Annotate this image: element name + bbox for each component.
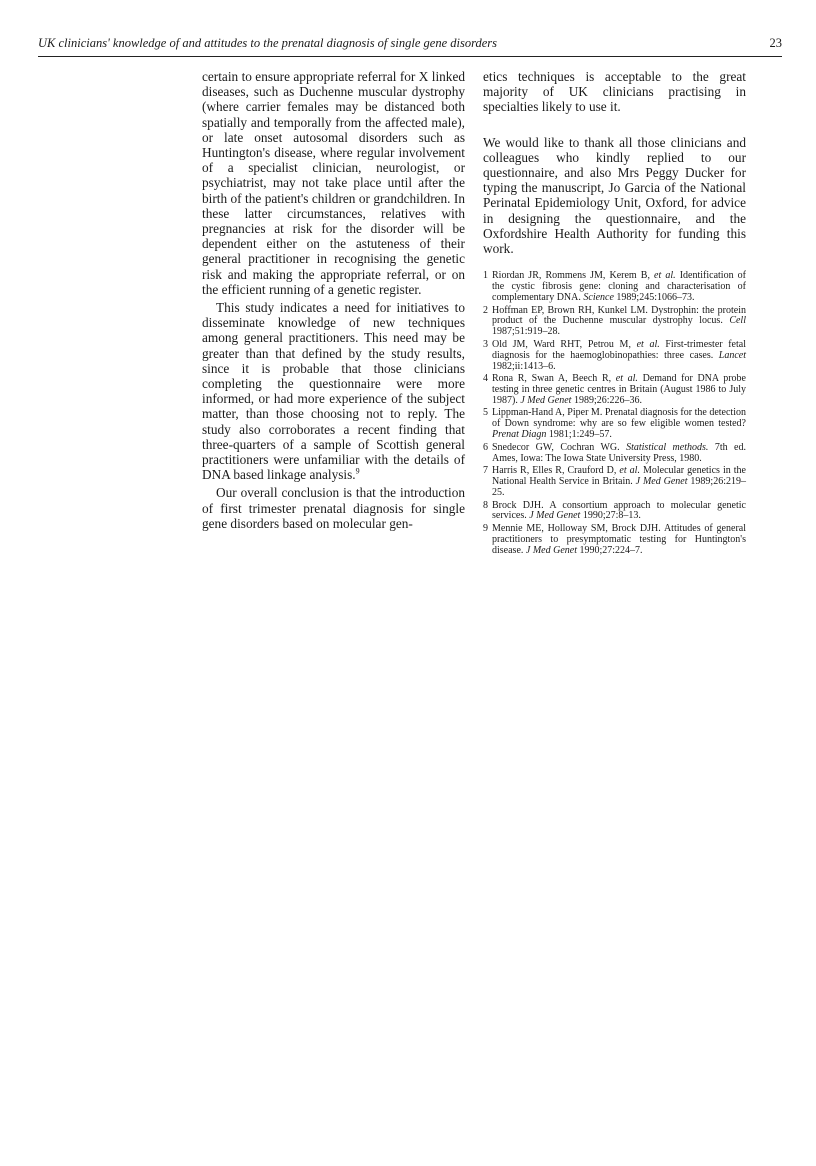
reference-italic: et al.	[615, 373, 638, 385]
reference-item	[483, 443, 746, 465]
reference-text: Harris R, Elles R, Crauford D,	[492, 465, 620, 477]
reference-list	[483, 271, 746, 556]
reference-text: 1982;ii:1413–6.	[492, 360, 556, 372]
reference-number: 3	[483, 338, 488, 350]
reference-text: Lippman-Hand A, Piper M. Prenatal diagnosis for the detection of Down syndrome: why are so few eligible women tested?	[492, 407, 746, 430]
reference-number: 2	[483, 304, 488, 316]
right-column	[483, 69, 746, 558]
reference-text: 1989;245:1066–73.	[613, 292, 695, 304]
reference-italic: Statistical methods.	[626, 441, 709, 453]
reference-text: Mennie ME, Holloway SM, Brock DJH. Attitudes of general practitioners to presymptomatic testing for Huntington's disease.	[492, 522, 746, 556]
reference-number: 6	[483, 441, 488, 453]
body-paragraph: etics techniques is acceptable to the great majority of UK clinicians practising in specialties likely to use it.	[483, 69, 746, 115]
left-column	[202, 69, 465, 531]
reference-number: 7	[483, 465, 488, 477]
reference-item	[483, 524, 746, 557]
citation-superscript: 9	[355, 466, 360, 476]
reference-italic: Lancet	[718, 349, 746, 361]
reference-italic: J Med Genet	[529, 510, 581, 522]
body-paragraph	[202, 300, 465, 482]
reference-number: 8	[483, 499, 488, 511]
reference-text: Rona R, Swan A, Beech R,	[492, 373, 616, 385]
reference-text: 1989;26:226–36.	[571, 394, 642, 406]
reference-text: Molecular genetics in the National Health Service in Britain.	[492, 465, 746, 488]
reference-italic: Cell	[729, 315, 746, 327]
page-header	[38, 34, 782, 57]
reference-text: Riordan JR, Rommens JM, Kerem B,	[492, 270, 655, 282]
reference-number: 1	[483, 270, 488, 282]
reference-text: Snedecor GW, Cochran WG.	[492, 441, 627, 453]
reference-text: Brock DJH. A consortium approach to molecular genetic services.	[492, 499, 746, 522]
body-paragraph: Our overall conclusion is that the introduction of first trimester prenatal diagnosis for single gene disorders based on molecular gen-	[202, 485, 465, 531]
reference-item	[483, 306, 746, 339]
page-number: 23	[769, 36, 782, 50]
reference-text: 1981;1:249–57.	[546, 429, 612, 441]
reference-text: 1989;26:219–25.	[492, 476, 746, 499]
reference-text: Old JM, Ward RHT, Petrou M,	[492, 338, 637, 350]
reference-italic: Science	[583, 292, 614, 304]
acknowledgement: We would like to thank all those clinicians and colleagues who kindly replied to our questionnaire, and also Mrs Peggy Ducker for typing the manuscript, Jo Garcia of the National Perinatal Epidemiology Unit, Oxford, for advice in designing the questionnaire, and the Oxfordshire Health Authority for funding this work.	[483, 134, 746, 257]
reference-number: 9	[483, 522, 488, 534]
reference-text: 1990;27:224–7.	[576, 544, 643, 556]
reference-item	[483, 271, 746, 304]
reference-text: Identification of the cystic fibrosis gene: cloning and characterisation of complementary DNA.	[492, 270, 746, 304]
reference-italic: Prenat Diagn	[492, 429, 547, 441]
reference-text: First-trimester fetal diagnosis for the haemoglobinopathies: three cases.	[492, 338, 746, 361]
running-title: UK clinicians' knowledge of and attitudes to the prenatal diagnosis of single gene disorders	[38, 36, 498, 50]
paragraph-text: This study indicates a need for initiatives to disseminate knowledge of new techniques among general practitioners. This need may be greater than that defined by the study results, since it is probable that those clinicians completing the questionnaire were more informed, or had more experience of the subject matter, than those choosing not to reply. The study also corroborates a recent finding that three-quarters of a sample of Scottish general practitioners were unfamiliar with the details of DNA based linkage analysis.	[202, 300, 465, 483]
body-paragraph: certain to ensure appropriate referral for X linked diseases, such as Duchenne muscular dystrophy (where carrier females may be distanced both spatially and temporally from the affected male), or late onset autosomal disorders such as Huntington's disease, where regular involvement of a specialist clinician, neurologist, or psychiatrist, may not take place until after the birth of the patient's children or grandchildren. In these latter circumstances, relatives with pregnancies at risk for the disorder will be dependent either on the astuteness of their general practitioner in recognising the genetic risk and making the appropriate referral, or on the efficient running of a genetic register.	[202, 69, 465, 297]
reference-number: 5	[483, 407, 488, 419]
reference-number: 4	[483, 373, 488, 385]
reference-text: Demand for DNA probe testing in three genetic centres in Britain (August 1986 to July 1987).	[492, 373, 746, 406]
reference-item	[483, 501, 746, 523]
reference-italic: et al.	[654, 270, 676, 282]
reference-item	[483, 466, 746, 499]
reference-italic: et al.	[636, 338, 660, 350]
reference-text: Hoffman EP, Brown RH, Kunkel LM. Dystrophin: the protein product of the Duchenne muscular dystrophy locus.	[492, 304, 746, 327]
reference-italic: et al.	[619, 465, 640, 477]
reference-item	[483, 408, 746, 441]
reference-text: 1987;51:919–28.	[492, 326, 561, 338]
reference-item	[483, 340, 746, 373]
reference-italic: J Med Genet	[520, 394, 572, 406]
reference-text: 1990;27:8–13.	[580, 510, 641, 522]
reference-italic: J Med Genet	[635, 476, 688, 488]
reference-italic: J Med Genet	[525, 544, 577, 556]
reference-text: 7th ed. Ames, Iowa: The Iowa State University Press, 1980.	[492, 441, 746, 464]
reference-item	[483, 374, 746, 407]
